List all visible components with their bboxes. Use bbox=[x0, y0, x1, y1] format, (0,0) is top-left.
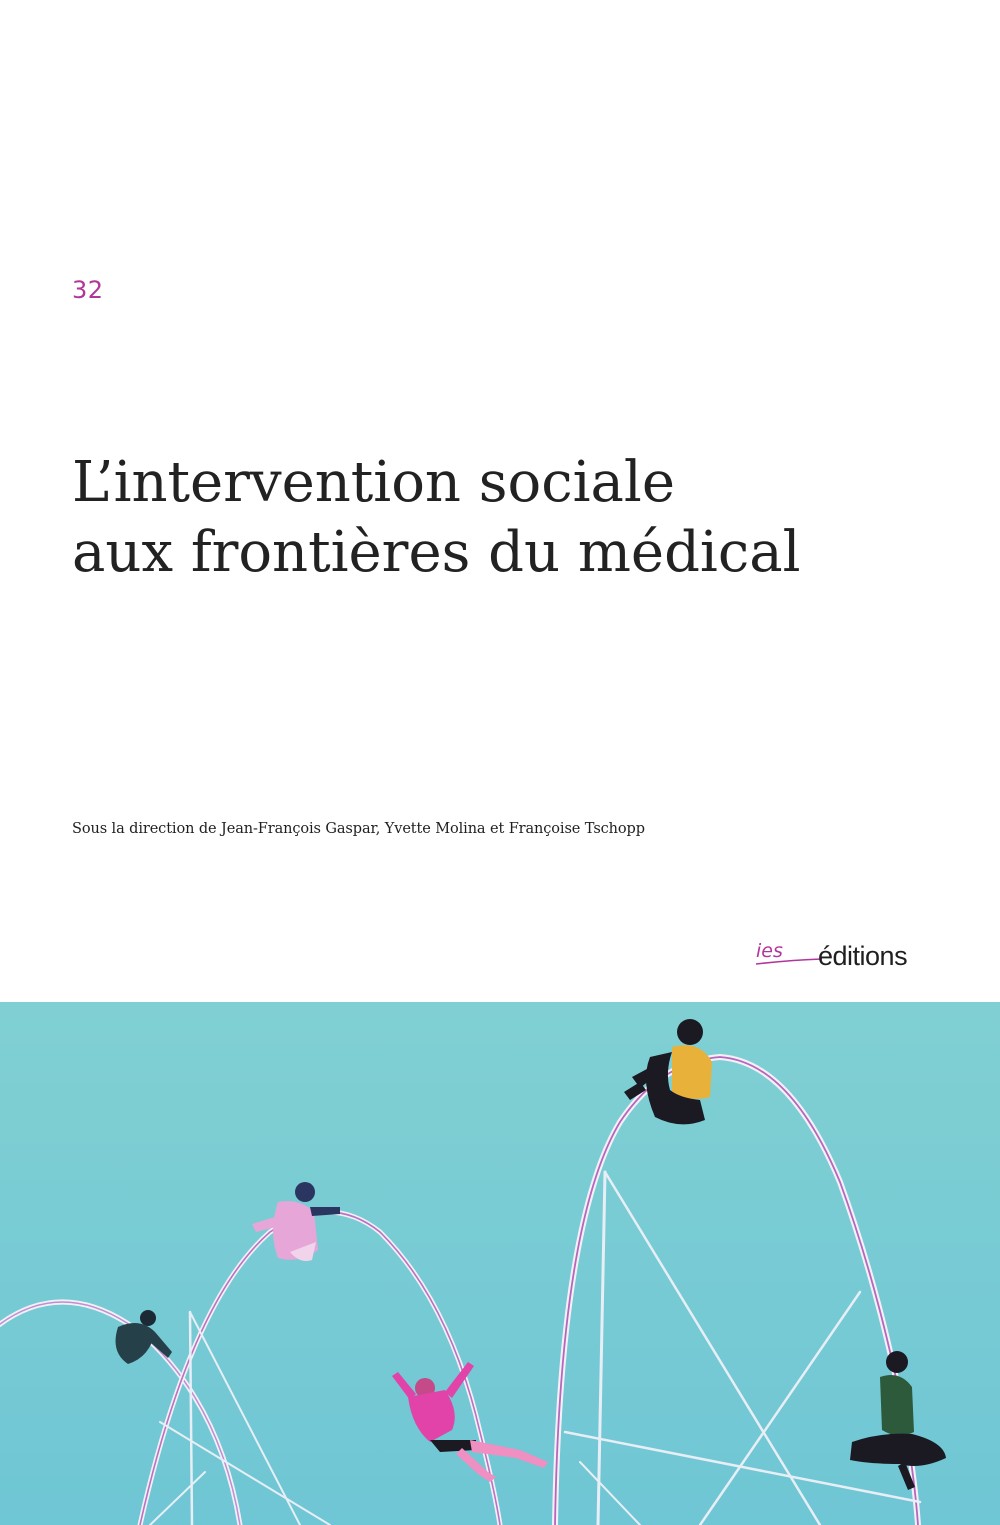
publisher-logo bbox=[752, 936, 922, 980]
title-line-2: aux frontières du médical bbox=[72, 520, 801, 585]
logo-editions: éditions bbox=[818, 941, 908, 971]
title-line-1: L’intervention sociale bbox=[72, 450, 675, 515]
editors-credit: Sous la direction de Jean-François Gaspar, Yvette Molina et Françoise Tschopp bbox=[72, 821, 645, 837]
book-title bbox=[72, 448, 972, 588]
series-number: 32 bbox=[72, 276, 104, 304]
acrobats-illustration bbox=[0, 1002, 1000, 1525]
cover-photo bbox=[0, 1002, 1000, 1525]
logo-ies: ies bbox=[756, 940, 783, 962]
